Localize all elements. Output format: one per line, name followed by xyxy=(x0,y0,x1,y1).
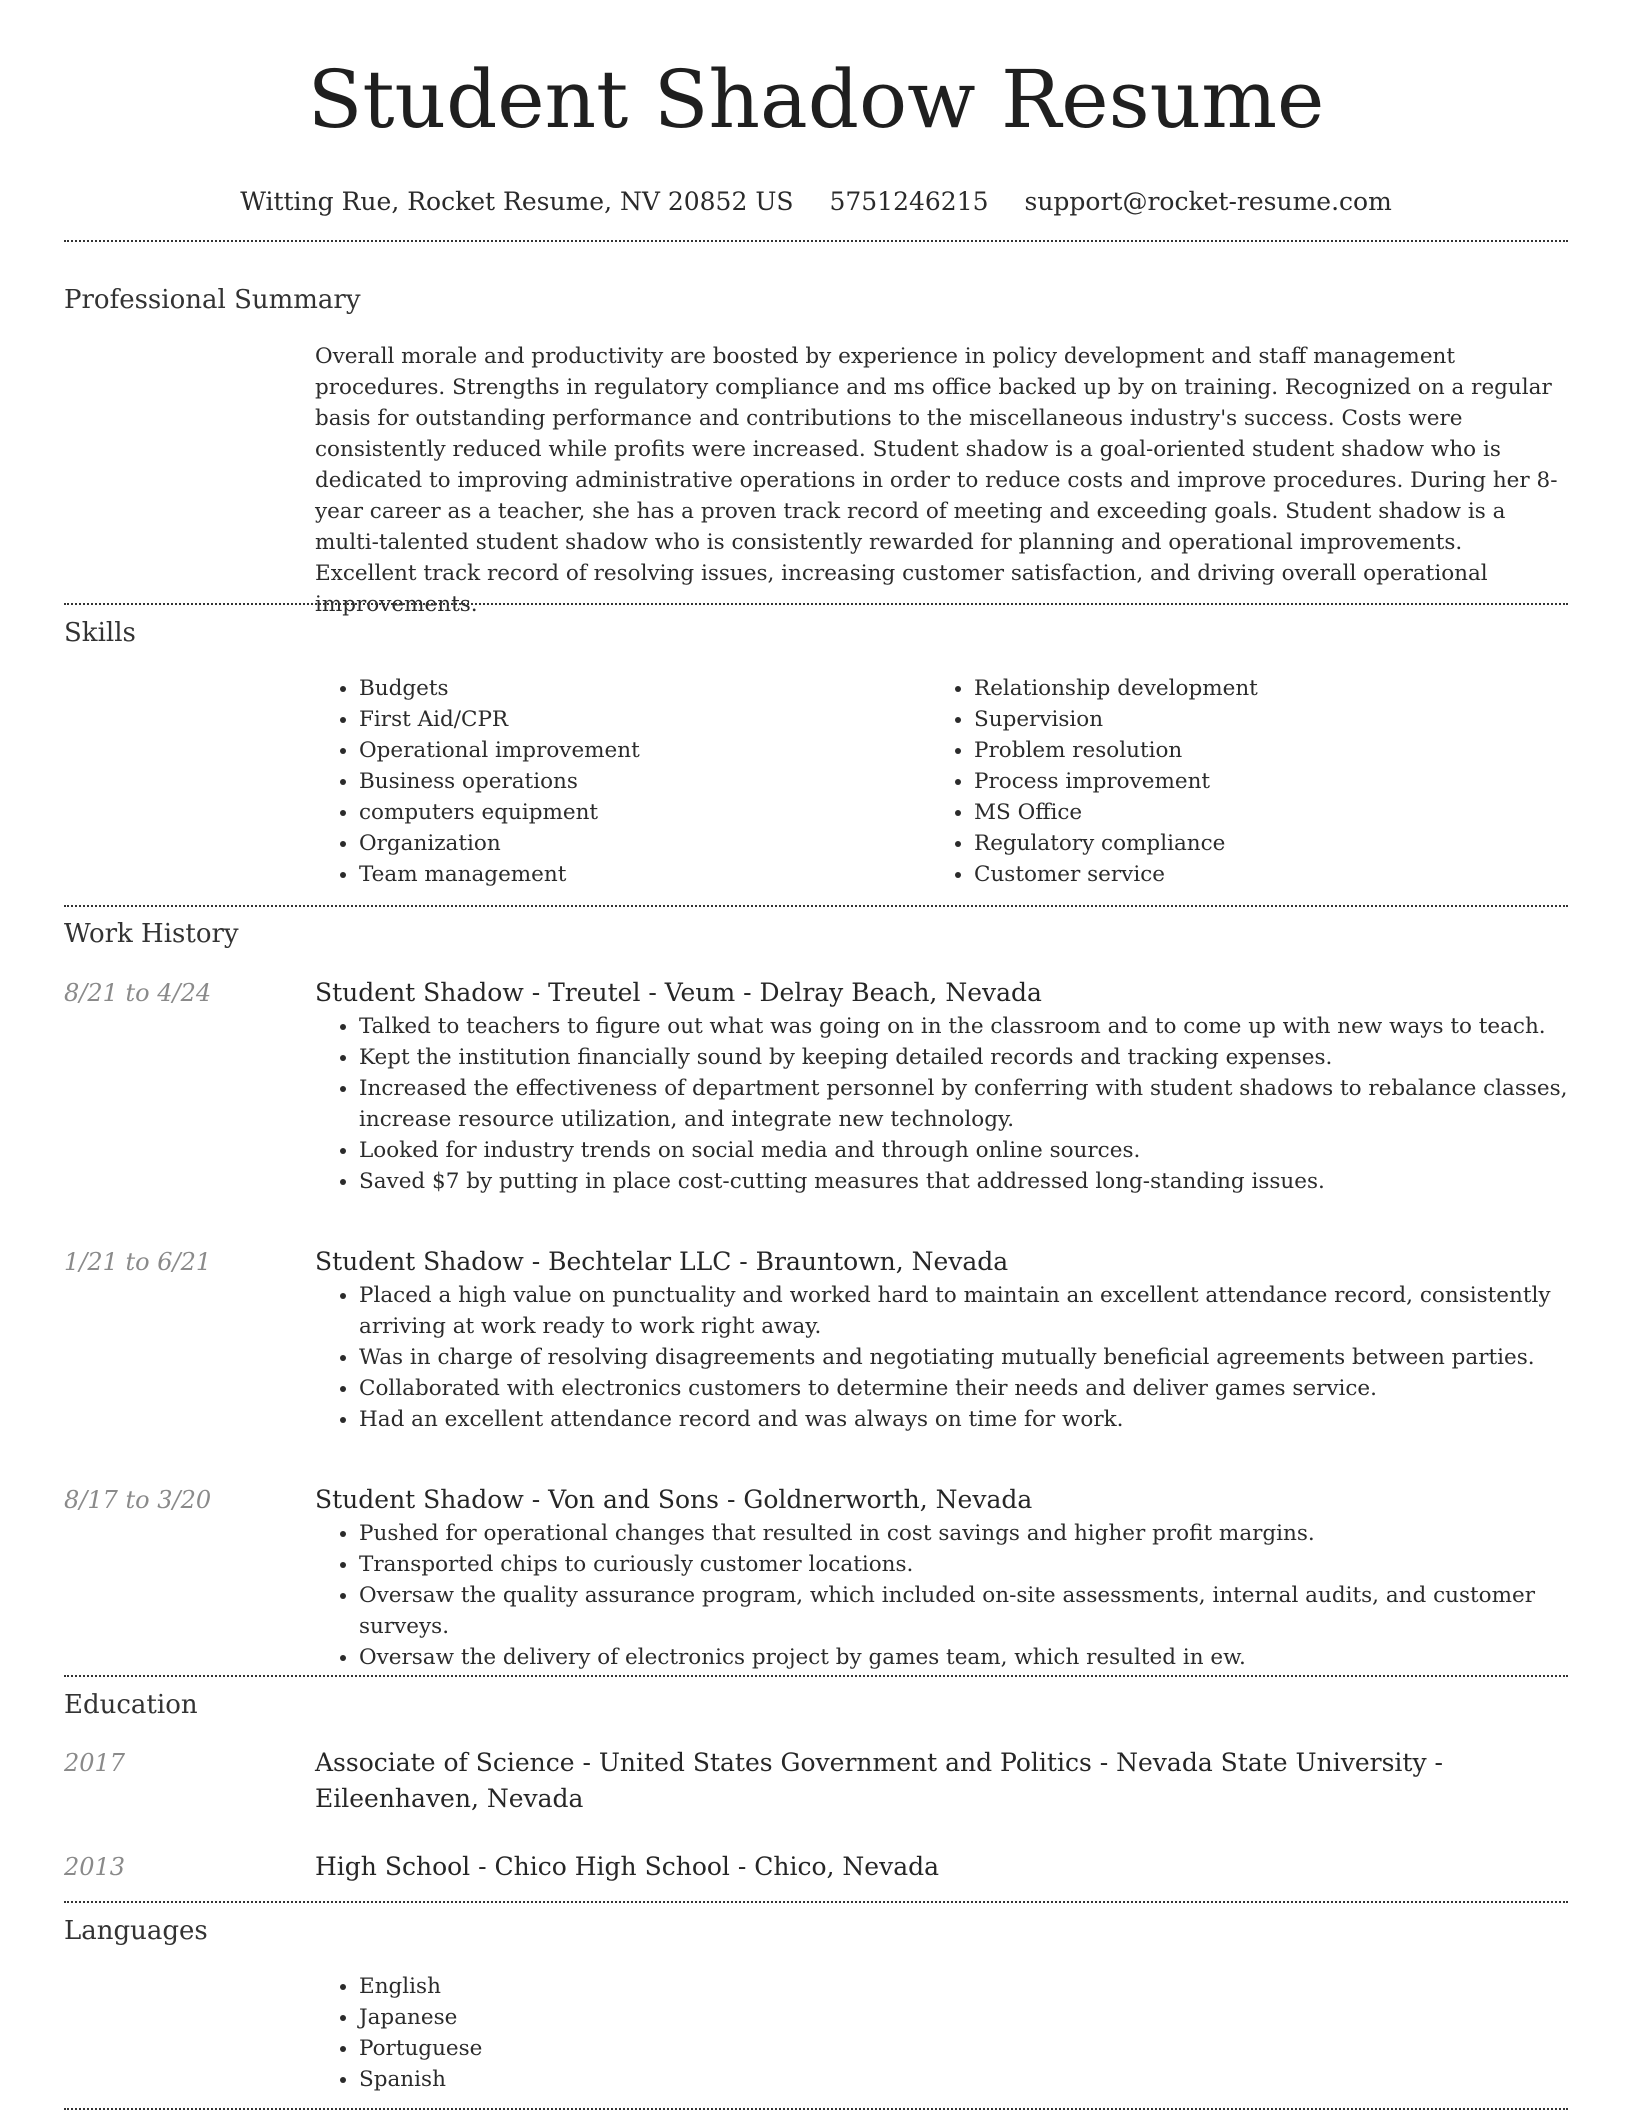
skill-item: • MS Office xyxy=(974,797,1574,828)
job-bullet: • Had an excellent attendance record and was always on time for work. xyxy=(359,1404,1570,1435)
job-bullet: • Kept the institution financially sound by keeping detailed records and tracking expenses. xyxy=(359,1042,1570,1073)
education-entry: Associate of Science - United States Government and Politics - Nevada State University - Eileenhaven, Nevada xyxy=(315,1748,1443,1813)
job-bullet: • Transported chips to curiously customer locations. xyxy=(359,1549,1570,1580)
education-entry: High School - Chico High School - Chico, Nevada xyxy=(315,1852,940,1881)
language-item: • English xyxy=(359,1971,1570,2002)
job-bullet: • Pushed for operational changes that resulted in cost savings and higher profit margins. xyxy=(359,1518,1570,1549)
job-heading: Student Shadow - Von and Sons - Goldnerworth, Nevada xyxy=(315,1485,1033,1514)
job-entry xyxy=(315,1482,1570,1673)
job-bullet: • Increased the effectiveness of department personnel by conferring with student shadows to rebalance classes, increase resource utilization, and integrate new technology. xyxy=(359,1073,1570,1135)
job-bullet: • Was in charge of resolving disagreements and negotiating mutually beneficial agreements between parties. xyxy=(359,1342,1570,1373)
skills-heading: Skills xyxy=(64,618,136,648)
skill-item: • Relationship development xyxy=(974,673,1574,704)
skill-item: • Organization xyxy=(359,828,959,859)
work-heading: Work History xyxy=(64,919,239,949)
skill-item: • Supervision xyxy=(974,704,1574,735)
job-bullet: • Looked for industry trends on social media and through online sources. xyxy=(359,1135,1570,1166)
summary-heading: Professional Summary xyxy=(64,285,361,315)
contact-email: support@rocket-resume.com xyxy=(1024,187,1392,216)
job-entry xyxy=(315,975,1570,1197)
language-item: • Portuguese xyxy=(359,2033,1570,2064)
education-heading: Education xyxy=(64,1690,198,1720)
job-bullet: • Collaborated with electronics customers to determine their needs and deliver games service. xyxy=(359,1373,1570,1404)
skills-list-right xyxy=(930,673,1574,890)
skill-item: • Regulatory compliance xyxy=(974,828,1574,859)
language-item: • Japanese xyxy=(359,2002,1570,2033)
job-bullets xyxy=(315,1280,1570,1435)
resume-header xyxy=(0,0,1632,218)
language-item: • Spanish xyxy=(359,2064,1570,2095)
skill-item: • Problem resolution xyxy=(974,735,1574,766)
job-bullet: • Oversaw the quality assurance program, which included on-site assessments, internal audits, and customer surveys. xyxy=(359,1580,1570,1642)
job-entry xyxy=(315,1244,1570,1435)
skill-item: • computers equipment xyxy=(359,797,959,828)
contact-line xyxy=(0,186,1632,218)
section-divider xyxy=(64,2108,1568,2110)
skills-list-left xyxy=(315,673,959,890)
section-divider xyxy=(64,1901,1568,1903)
job-heading: Student Shadow - Bechtelar LLC - Brauntown, Nevada xyxy=(315,1247,1009,1276)
contact-address: Witting Rue, Rocket Resume, NV 20852 US xyxy=(240,187,794,216)
job-bullets xyxy=(315,1518,1570,1673)
education-year: 2017 xyxy=(64,1749,126,1777)
languages-section xyxy=(315,1971,1570,2095)
job-bullet: • Oversaw the delivery of electronics project by games team, which resulted in ew. xyxy=(359,1642,1570,1673)
summary-text: Overall morale and productivity are boosted by experience in policy development and staff management procedures. Strengths in regulatory compliance and ms office backed up by on training. Recognized on a regular basis for outstanding performance and contributions to the miscellaneous industry's success. Costs were consistently reduced while profits were increased. Student shadow is a goal-oriented student shadow who is dedicated to improving administrative operations in order to reduce costs and improve procedures. During her 8-year career as a teacher, she has a proven track record of meeting and exceeding goals. Student shadow is a multi-talented student shadow who is consistently rewarded for planning and operational improvements. Excellent track record of resolving issues, increasing customer satisfaction, and driving overall operational improvements. xyxy=(315,344,1558,617)
section-divider xyxy=(64,1675,1568,1677)
skill-item: • Process improvement xyxy=(974,766,1574,797)
skill-item: • Business operations xyxy=(359,766,959,797)
job-dates: 1/21 to 6/21 xyxy=(64,1248,212,1276)
section-divider xyxy=(64,240,1568,242)
job-bullets xyxy=(315,1011,1570,1197)
section-divider xyxy=(64,603,1568,605)
resume-title: Student Shadow Resume xyxy=(307,53,1325,146)
job-heading: Student Shadow - Treutel - Veum - Delray Beach, Nevada xyxy=(315,978,1042,1007)
job-bullet: • Placed a high value on punctuality and worked hard to maintain an excellent attendance record, consistently arriving at work ready to work right away. xyxy=(359,1280,1570,1342)
skills-section xyxy=(315,673,1570,893)
skill-item: • Budgets xyxy=(359,673,959,704)
job-dates: 8/21 to 4/24 xyxy=(64,979,212,1007)
skill-item: • First Aid/CPR xyxy=(359,704,959,735)
job-dates: 8/17 to 3/20 xyxy=(64,1486,212,1514)
languages-heading: Languages xyxy=(64,1916,208,1946)
contact-phone: 5751246215 xyxy=(829,187,989,216)
job-bullet: • Saved $7 by putting in place cost-cutting measures that addressed long-standing issues. xyxy=(359,1166,1570,1197)
skill-item: • Operational improvement xyxy=(359,735,959,766)
education-year: 2013 xyxy=(64,1853,126,1881)
job-bullet: • Talked to teachers to figure out what was going on in the classroom and to come up with new ways to teach. xyxy=(359,1011,1570,1042)
languages-list xyxy=(315,1971,1570,2095)
section-divider xyxy=(64,905,1568,907)
skill-item: • Customer service xyxy=(974,859,1574,890)
skill-item: • Team management xyxy=(359,859,959,890)
